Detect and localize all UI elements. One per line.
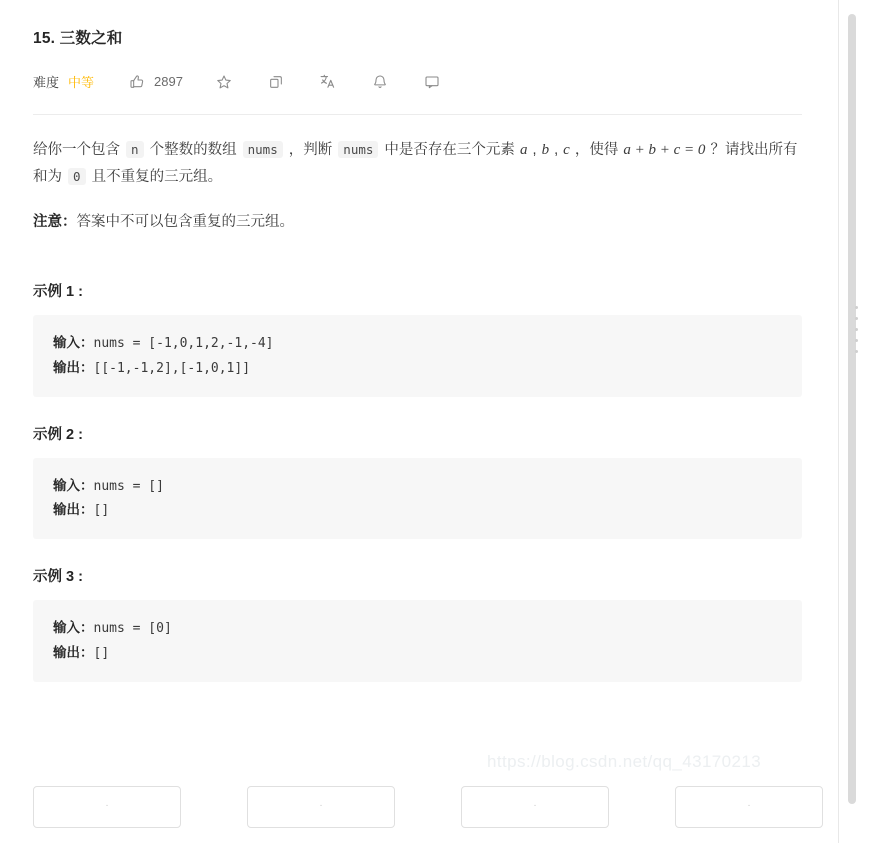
translate-button[interactable] — [319, 73, 337, 91]
bottom-button-4-glyph: · — [747, 800, 751, 811]
problem-description — [33, 137, 802, 192]
example-2-heading: 示例 2 : — [33, 426, 83, 443]
bottom-button-1[interactable] — [33, 786, 181, 828]
desc-part6: ？请找出所有和为 — [33, 141, 798, 186]
example-1-input-line — [53, 331, 782, 356]
example-2-output-value: [] — [93, 503, 110, 519]
example-2-output-line — [53, 498, 782, 523]
example-1-output-label: 输出： — [53, 359, 94, 375]
desc-part3: ，判断 — [284, 141, 337, 158]
example-3-code — [33, 600, 802, 682]
difficulty-value: 中等 — [68, 75, 95, 91]
scroll-gutter[interactable] — [839, 0, 875, 843]
example-3-output-value: [] — [93, 645, 110, 661]
desc-code-zero: 0 — [68, 168, 86, 185]
example-1-output-line — [53, 356, 782, 381]
desc-var-a: a — [519, 141, 528, 158]
desc-var-b: b — [541, 141, 550, 158]
bell-icon — [371, 73, 389, 91]
desc-code-nums-1: nums — [243, 141, 283, 158]
example-1-input-label: 输入： — [53, 335, 94, 351]
difficulty-label: 难度 — [33, 75, 60, 91]
favorite-button[interactable] — [215, 73, 233, 91]
like-button[interactable] — [128, 73, 183, 91]
bottom-button-1-glyph: · — [105, 800, 109, 811]
example-2-code — [33, 458, 802, 540]
desc-part7: 且不重复的三元组。 — [87, 169, 223, 186]
example-2-input-value: nums = [] — [93, 478, 164, 494]
bottom-button-bar — [33, 786, 823, 843]
notification-button[interactable] — [371, 73, 389, 91]
desc-part1: 给你一个包含 — [33, 141, 125, 158]
bottom-button-3[interactable] — [461, 786, 609, 828]
section-spacer — [33, 236, 802, 280]
problem-note — [33, 209, 802, 236]
desc-sep-1: , — [528, 141, 541, 158]
example-1-code — [33, 315, 802, 397]
example-2-input-line — [53, 474, 782, 499]
comment-button[interactable] — [423, 73, 441, 91]
share-icon — [267, 73, 285, 91]
example-1-output-value: [[-1,-1,2],[-1,0,1]] — [93, 360, 251, 376]
desc-sep-2: , — [550, 141, 563, 158]
share-button[interactable] — [267, 73, 285, 91]
header-divider — [33, 114, 802, 115]
example-2-input-label: 输入： — [53, 477, 94, 493]
bottom-button-2-glyph: · — [319, 800, 323, 811]
desc-code-n: n — [126, 141, 144, 158]
like-count: 2897 — [154, 74, 183, 90]
example-3-input-label: 输入： — [53, 620, 94, 636]
desc-part4: 中是否存在三个元素 — [380, 141, 519, 158]
resize-handle-dots[interactable] — [855, 306, 858, 356]
thumbs-up-icon — [128, 73, 146, 91]
example-1-input-value: nums = [-1,0,1,2,-1,-4] — [93, 336, 274, 352]
example-3-output-line — [53, 641, 782, 666]
comment-icon — [423, 73, 441, 91]
note-text: 答案中不可以包含重复的三元组。 — [76, 214, 294, 231]
bottom-button-3-glyph: · — [533, 800, 537, 811]
watermark: https://blog.csdn.net/qq_43170213 — [487, 752, 762, 771]
desc-code-nums-2: nums — [338, 141, 378, 158]
problem-meta-row — [33, 70, 802, 94]
translate-icon — [319, 73, 337, 91]
desc-part2: 个整数的数组 — [145, 141, 241, 158]
example-1-heading: 示例 1 : — [33, 284, 83, 301]
vertical-scrollbar-thumb[interactable] — [848, 14, 856, 804]
note-label: 注意： — [33, 214, 77, 231]
star-icon — [215, 73, 233, 91]
page-title: 15. 三数之和 — [33, 30, 123, 47]
example-3-input-value: nums = [0] — [93, 621, 172, 637]
desc-equation: a + b + c = 0 — [623, 141, 706, 158]
desc-var-c: c — [563, 141, 570, 158]
desc-part5: ，使得 — [570, 141, 623, 158]
example-3-heading: 示例 3 : — [33, 569, 83, 586]
bottom-button-2[interactable] — [247, 786, 395, 828]
example-3-output-label: 输出： — [53, 644, 94, 660]
bottom-button-4[interactable] — [675, 786, 823, 828]
example-3-input-line — [53, 616, 782, 641]
example-2-output-label: 输出： — [53, 502, 94, 518]
